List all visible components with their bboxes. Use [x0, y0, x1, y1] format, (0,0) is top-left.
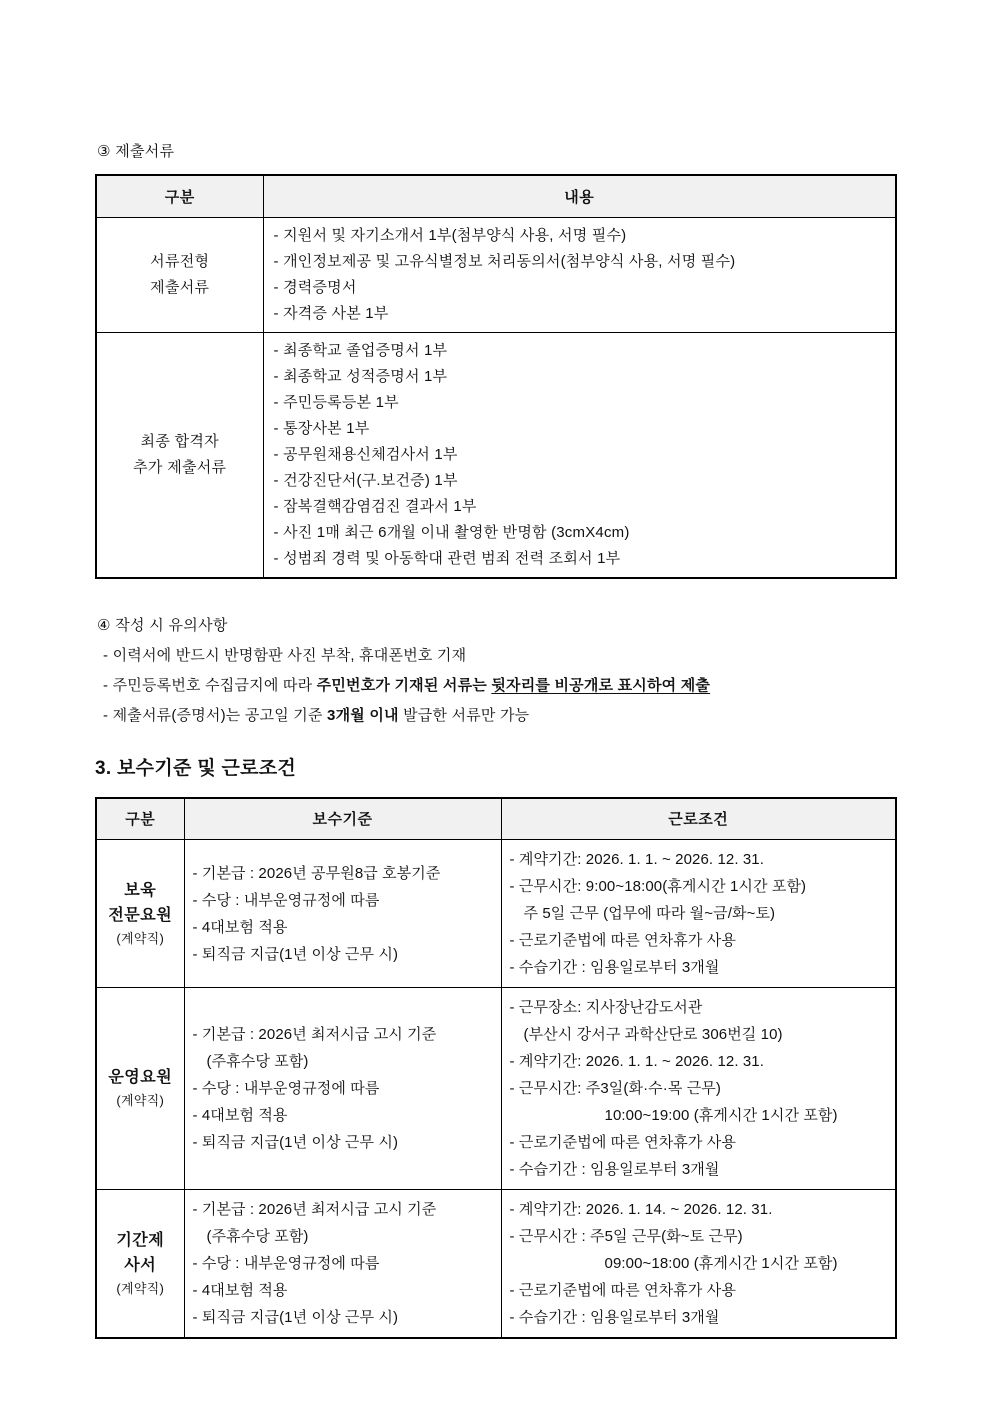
condition-line: - 계약기간: 2026. 1. 14. ~ 2026. 12. 31. — [509, 1201, 773, 1218]
condition-line: 10:00~19:00 (휴게시간 1시간 포함) — [604, 1107, 838, 1124]
row-fixed-term-librarian — [96, 1190, 896, 1339]
pay-line: (주휴수당 포함) — [206, 1228, 309, 1245]
pay-line: - 수당 : 내부운영규정에 따름 — [192, 1080, 380, 1097]
pay-cell — [184, 1190, 501, 1339]
content-line: - 최종학교 성적증명서 1부 — [273, 367, 448, 385]
job-name-line: 전문요원 — [108, 906, 173, 924]
content-line: - 공무원채용신체검사서 1부 — [273, 445, 458, 463]
note-text-bold: 주민번호가 기재된 서류는 — [316, 676, 492, 694]
content-line: - 경력증명서 — [273, 278, 357, 296]
job-contract-type: (계약직) — [116, 1280, 165, 1296]
category-cell — [96, 840, 184, 988]
pay-line: - 기본급 : 2026년 공무원8급 호봉기준 — [192, 864, 441, 882]
condition-line: - 근로기준법에 따른 연차휴가 사용 — [509, 932, 736, 949]
condition-line: - 근로기준법에 따른 연차휴가 사용 — [509, 1134, 736, 1151]
category-cell — [96, 217, 263, 332]
note-text-bold-underline: 뒷자리를 비공개로 표시하여 제출 — [491, 676, 711, 694]
pay-line: - 퇴직금 지급(1년 이상 근무 시) — [192, 1309, 399, 1326]
row-document-screening — [96, 217, 896, 332]
pay-table-header-row — [96, 798, 896, 840]
job-contract-type: (계약직) — [116, 1093, 165, 1108]
pay-line: - 퇴직금 지급(1년 이상 근무 시) — [192, 945, 399, 963]
pay-line: - 4대보험 적용 — [192, 1282, 288, 1299]
category-line: 최종 합격자 — [140, 432, 219, 450]
content-line: - 건강진단서(구.보건증) 1부 — [273, 471, 458, 489]
pay-line: - 기본급 : 2026년 최저시급 고시 기준 — [192, 1201, 437, 1218]
row-childcare-specialist — [96, 840, 896, 988]
content-line: - 사진 1매 최근 6개월 이내 촬영한 반명함 (3cmX4cm) — [273, 523, 630, 541]
category-cell — [96, 1190, 184, 1339]
note-text: - 제출서류(증명서)는 공고일 기준 — [103, 706, 328, 724]
submission-table-header-row — [96, 175, 896, 217]
conditions-cell — [501, 988, 896, 1190]
condition-line: 주 5일 근무 (업무에 따라 월~금/화~토) — [523, 905, 776, 922]
note-item: - 이력서에 반드시 반명함판 사진 부착, 휴대폰번호 기재 — [103, 646, 467, 664]
note-text: - 주민등록번호 수집금지에 따라 — [103, 676, 317, 694]
condition-line: - 근무시간: 9:00~18:00(휴게시간 1시간 포함) — [509, 878, 807, 895]
condition-line: - 수습기간 : 임용일로부터 3개월 — [509, 959, 720, 976]
content-line: - 주민등록등본 1부 — [273, 393, 399, 411]
pay-line: - 4대보험 적용 — [192, 918, 288, 936]
row-final-pass — [96, 332, 896, 578]
notes-section — [95, 611, 897, 731]
content-line: - 잠복결핵감염검진 결과서 1부 — [273, 497, 477, 515]
pay-cell — [184, 988, 501, 1190]
content-cell — [263, 332, 896, 578]
notes-section-title: ④ 작성 시 유의사항 — [97, 616, 228, 634]
content-line: - 지원서 및 자기소개서 1부(첨부양식 사용, 서명 필수) — [273, 226, 627, 244]
condition-line: - 수습기간 : 임용일로부터 3개월 — [509, 1309, 720, 1326]
pay-line: (주휴수당 포함) — [206, 1053, 309, 1070]
content-line: - 자격증 사본 1부 — [273, 304, 389, 322]
job-contract-type: (계약직) — [116, 930, 165, 946]
pay-section-heading: 3. 보수기준 및 근로조건 — [95, 757, 297, 779]
condition-line: - 근로기준법에 따른 연차휴가 사용 — [509, 1282, 736, 1299]
conditions-cell — [501, 840, 896, 988]
condition-line: - 계약기간: 2026. 1. 1. ~ 2026. 12. 31. — [509, 851, 765, 868]
pay-line: - 수당 : 내부운영규정에 따름 — [192, 891, 380, 909]
pay-col-conditions: 근로조건 — [501, 798, 896, 840]
row-operation-staff — [96, 988, 896, 1190]
submission-col-category: 구분 — [96, 175, 263, 217]
condition-line: - 수습기간 : 임용일로부터 3개월 — [509, 1161, 720, 1178]
condition-line: - 근무시간: 주3일(화·수·목 근무) — [509, 1080, 721, 1097]
category-cell — [96, 332, 263, 578]
condition-line: - 근무장소: 지사장난감도서관 — [509, 999, 703, 1016]
content-line: - 개인정보제공 및 고유식별정보 처리동의서(첨부양식 사용, 서명 필수) — [273, 252, 736, 270]
note-text-bold: 3개월 이내 — [327, 706, 399, 724]
content-line: - 성범죄 경력 및 아동학대 관련 범죄 전력 조회서 1부 — [273, 549, 621, 567]
condition-line: 09:00~18:00 (휴게시간 1시간 포함) — [604, 1255, 838, 1272]
pay-line: - 기본급 : 2026년 최저시급 고시 기준 — [192, 1026, 437, 1043]
job-name-line: 기간제 — [116, 1231, 165, 1249]
conditions-cell — [501, 1190, 896, 1339]
note-item — [103, 701, 897, 731]
condition-line: - 근무시간 : 주5일 근무(화~토 근무) — [509, 1228, 743, 1245]
submission-col-content: 내용 — [263, 175, 896, 217]
job-name-line: 운영요원 — [108, 1069, 173, 1086]
submission-section-title: ③ 제출서류 — [97, 143, 175, 160]
content-cell — [263, 217, 896, 332]
category-cell — [96, 988, 184, 1190]
category-line: 제출서류 — [150, 278, 210, 296]
condition-line: - 계약기간: 2026. 1. 1. ~ 2026. 12. 31. — [509, 1053, 765, 1070]
category-line: 서류전형 — [150, 252, 210, 270]
content-line: - 최종학교 졸업증명서 1부 — [273, 341, 448, 359]
pay-line: - 4대보험 적용 — [192, 1107, 288, 1124]
note-text: 발급한 서류만 가능 — [398, 706, 530, 724]
pay-conditions-table — [95, 797, 897, 1340]
note-item — [103, 671, 897, 701]
condition-line: (부산시 강서구 과학산단로 306번길 10) — [523, 1026, 783, 1043]
job-name-line: 보육 — [124, 881, 157, 899]
pay-line: - 수당 : 내부운영규정에 따름 — [192, 1255, 380, 1272]
pay-cell — [184, 840, 501, 988]
content-line: - 통장사본 1부 — [273, 419, 370, 437]
category-line: 추가 제출서류 — [133, 458, 227, 476]
pay-line: - 퇴직금 지급(1년 이상 근무 시) — [192, 1134, 399, 1151]
job-name-line: 사서 — [124, 1256, 157, 1274]
submission-table — [95, 174, 897, 579]
pay-col-category: 구분 — [96, 798, 184, 840]
pay-col-pay: 보수기준 — [184, 798, 501, 840]
